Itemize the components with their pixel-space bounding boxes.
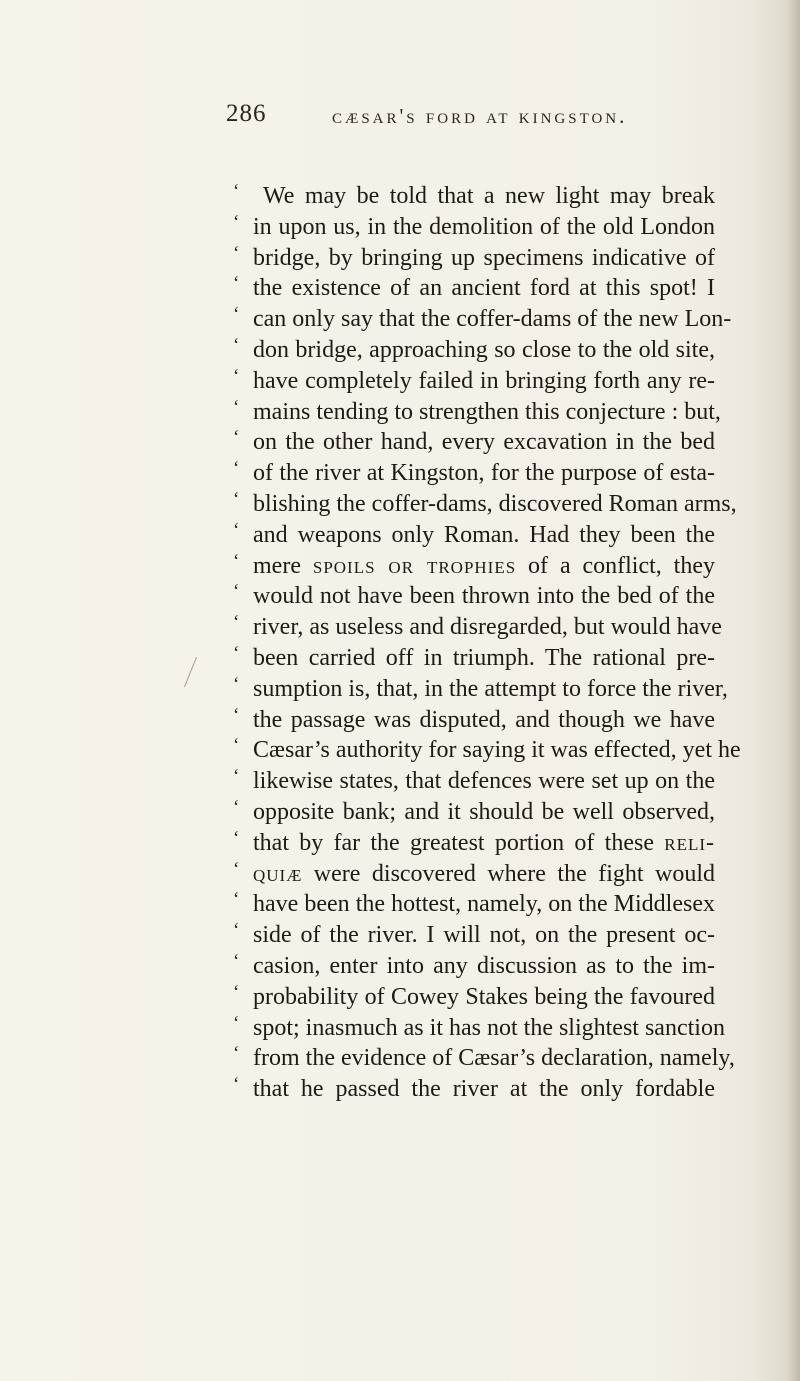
text-segment: don bridge, approaching so close to the old site, (253, 336, 715, 363)
text-line (233, 766, 713, 797)
line-text (253, 273, 715, 304)
text-segment: that by far the greatest portion of these (253, 829, 665, 856)
quote-mark: ‘ (233, 704, 240, 726)
text-line (233, 643, 713, 674)
page-header (0, 100, 800, 140)
text-line (233, 1074, 713, 1105)
text-segment: bridge, by bringing up specimens indicative of (253, 244, 715, 271)
text-segment: were discovered where the fight would (302, 860, 715, 887)
quote-mark: ‘ (233, 181, 240, 202)
line-text (253, 335, 715, 366)
quote-mark: ‘ (233, 673, 240, 695)
line-text (253, 643, 715, 674)
line-text (253, 427, 715, 458)
line-text (253, 612, 722, 643)
line-text (253, 797, 715, 828)
quote-mark: ‘ (233, 458, 240, 480)
quote-mark: ‘ (233, 950, 240, 972)
text-line (233, 581, 713, 612)
text-line (233, 982, 713, 1013)
text-segment: likewise states, that defences were set up on the (253, 768, 715, 795)
text-segment: blishing the coffer-dams, discovered Roman arms, (253, 490, 737, 517)
text-segment: have been the hottest, namely, on the Middlesex (253, 891, 715, 918)
text-segment: can only say that the coffer-dams of the new Lon- (253, 306, 732, 333)
text-segment: sumption is, that, in the attempt to force the river, (253, 675, 728, 702)
line-text (253, 458, 715, 489)
quote-mark: ‘ (233, 581, 240, 603)
page-edge-shadow (786, 0, 800, 1381)
line-text (263, 181, 715, 212)
line-text (253, 674, 728, 705)
text-segment: would not have been thrown into the bed of the (253, 583, 715, 610)
quote-mark: ‘ (233, 642, 240, 664)
text-line (233, 920, 713, 951)
quote-mark: ‘ (233, 858, 240, 880)
line-text (253, 1074, 715, 1105)
quote-mark: ‘ (233, 242, 240, 264)
small-caps-text: spoils or trophies (312, 552, 517, 579)
line-text (253, 889, 715, 920)
text-line (233, 612, 722, 643)
line-text (253, 366, 715, 397)
text-segment: mere (253, 552, 313, 579)
text-line (233, 797, 713, 828)
quote-mark: ‘ (233, 735, 240, 757)
quote-mark: ‘ (233, 981, 240, 1003)
text-line (233, 181, 713, 212)
text-segment: have completely failed in bringing forth any re- (253, 367, 715, 394)
line-text (253, 735, 741, 766)
line-text (253, 243, 715, 274)
quote-mark: ‘ (233, 1074, 240, 1096)
line-text (253, 212, 715, 243)
line-text (253, 766, 715, 797)
text-segment: been carried off in triumph. The rational pre- (253, 644, 715, 671)
line-text (253, 581, 715, 612)
page-number: 286 (226, 100, 267, 127)
quote-mark: ‘ (233, 796, 240, 818)
line-text (253, 705, 715, 736)
quote-mark: ‘ (233, 1012, 240, 1034)
text-segment: of a conflict, they (516, 552, 715, 579)
quote-mark: ‘ (233, 488, 240, 510)
line-text (253, 397, 721, 428)
quote-mark: ‘ (233, 766, 240, 788)
line-text (253, 551, 715, 582)
text-segment: river, as useless and disregarded, but would have (253, 614, 722, 641)
text-segment: that he passed the river at the only fordable (253, 1076, 715, 1103)
small-caps-text: quiæ (253, 860, 303, 887)
line-text (253, 828, 715, 859)
running-title: cæsar's ford at kingston. (332, 104, 628, 128)
line-text (253, 489, 737, 520)
text-segment: in upon us, in the demolition of the old London (253, 213, 715, 240)
line-text (253, 951, 715, 982)
text-segment: side of the river. I will not, on the present oc- (253, 922, 715, 949)
text-segment: Cæsar’s authority for saying it was effected, yet he (253, 737, 741, 764)
line-text (253, 1013, 725, 1044)
quote-mark: ‘ (233, 273, 240, 295)
quote-mark: ‘ (233, 612, 240, 634)
quote-mark: ‘ (233, 889, 240, 911)
text-line (233, 212, 713, 243)
text-line (233, 1043, 735, 1074)
text-line (233, 335, 713, 366)
quote-mark: ‘ (233, 920, 240, 942)
text-segment: from the evidence of Cæsar’s declaration, namely, (253, 1045, 735, 1072)
text-segment: of the river at Kingston, for the purpose of esta- (253, 460, 715, 487)
text-segment: probability of Cowey Stakes being the favoured (253, 983, 715, 1010)
text-segment: the existence of an ancient ford at this spot! I (253, 275, 715, 302)
text-line (233, 243, 713, 274)
text-line (233, 520, 713, 551)
text-segment: mains tending to strengthen this conjecture : but, (253, 398, 721, 425)
text-segment: spot; inasmuch as it has not the slightest sanction (253, 1014, 725, 1041)
quote-mark: ‘ (233, 396, 240, 418)
text-line (233, 705, 713, 736)
text-line (233, 859, 713, 890)
line-text (253, 859, 715, 890)
text-line (233, 488, 737, 520)
text-line (233, 828, 713, 859)
line-text (253, 1043, 735, 1074)
line-text (253, 520, 715, 551)
text-line (233, 889, 713, 920)
text-line (233, 458, 713, 489)
text-line (233, 1012, 725, 1044)
line-text (253, 982, 715, 1013)
line-text (253, 304, 732, 335)
text-line (233, 366, 713, 397)
text-line (233, 427, 713, 458)
text-line (233, 735, 741, 766)
quote-mark: ‘ (233, 427, 240, 449)
quote-mark: ‘ (233, 1043, 240, 1065)
quote-mark: ‘ (233, 211, 240, 233)
quote-mark: ‘ (233, 365, 240, 387)
text-line (233, 304, 732, 335)
text-line (233, 396, 721, 428)
quote-mark: ‘ (233, 519, 240, 541)
line-text (253, 920, 715, 951)
text-segment: and weapons only Roman. Had they been the (253, 521, 715, 548)
text-segment: the passage was disputed, and though we have (253, 706, 715, 733)
quote-mark: ‘ (233, 304, 240, 326)
text-line (233, 951, 713, 982)
text-segment: on the other hand, every excavation in the bed (253, 429, 715, 456)
text-line (233, 273, 713, 304)
text-segment: opposite bank; and it should be well observed, (253, 798, 715, 825)
margin-pencil-mark (184, 657, 213, 687)
small-caps-text: reli- (664, 829, 715, 856)
quote-mark: ‘ (233, 334, 240, 356)
quote-mark: ‘ (233, 550, 240, 572)
text-line (233, 673, 728, 705)
text-segment: We may be told that a new light may break (263, 183, 715, 209)
body-text (233, 181, 741, 1105)
quote-mark: ‘ (233, 827, 240, 849)
text-segment: casion, enter into any discussion as to the im- (253, 952, 715, 979)
text-line (233, 551, 713, 582)
